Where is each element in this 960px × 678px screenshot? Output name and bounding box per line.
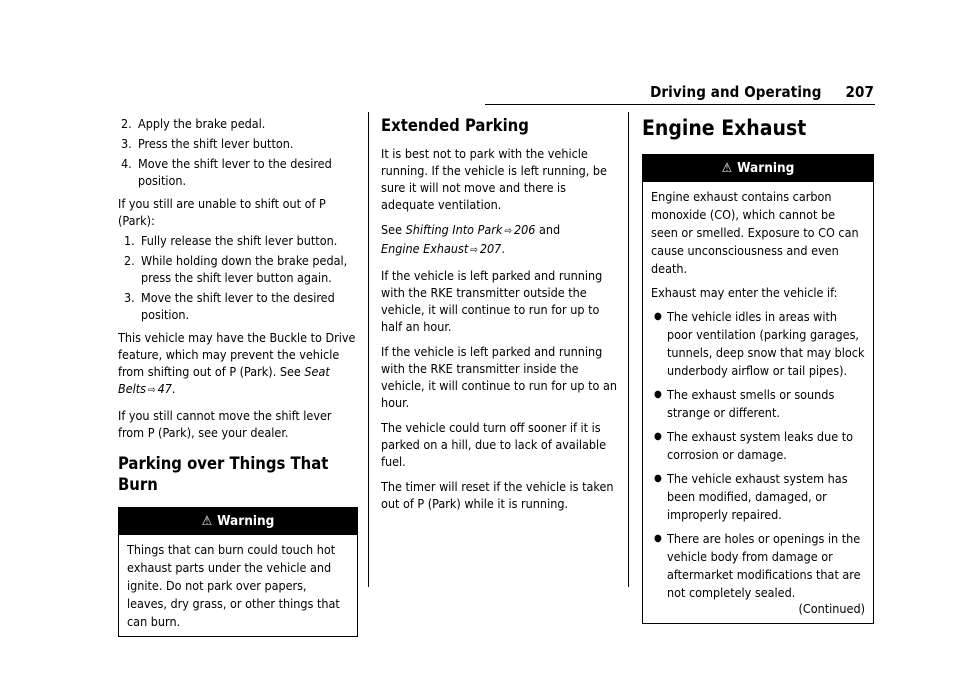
paragraph: The vehicle could turn off sooner if it is parked on a hill, due to lack of available fuel. [381,420,607,469]
cannot-move-paragraph: If you still cannot move the shift lever from P (Park), see your dealer. [118,408,332,440]
paragraph: The timer will reset if the vehicle is taken out of P (Park) while it is running. [381,479,614,511]
engine-exhaust-link[interactable]: Engine Exhaust [381,241,469,256]
buckle-paragraph: This vehicle may have the Buckle to Drive feature, which may prevent the vehicle from shifting out of P (Park). See Seat Belts ⇨ 47. [118,330,356,396]
column-divider-1 [368,112,369,587]
list-item: 4. Move the shift lever to the desired position. [121,156,332,188]
list-item: 3. Press the shift lever button. [121,136,294,151]
page-ref-icon: ⇨ [504,226,512,237]
warning-icon: ⚠ [721,161,733,176]
list-item: 2. While holding down the brake pedal, press the shift lever button again. [124,253,348,285]
list-item: ● There are holes or openings in the vehicle body from damage or aftermarket modifications that are not completely sealed. [654,531,861,600]
unable-shift-intro: If you still are unable to shift out of P (Park): [118,196,326,228]
list-item: ● The vehicle idles in areas with poor ventilation (parking garages, tunnels, deep snow that may block underbody airflow or tail pipes). [654,309,865,378]
warning-body [643,182,873,623]
parking-burn-heading: Parking over Things That Burn [118,454,329,494]
steps-list-b [118,232,358,323]
steps-list-a [118,115,358,189]
paragraph: If the vehicle is left parked and running with the RKE transmitter inside the vehicle, it will continue to run for up to an hour. [381,344,617,410]
list-item: ● The exhaust system leaks due to corrosion or damage. [654,429,853,462]
section-title: Driving and Operating [650,83,822,101]
paragraph: If the vehicle is left parked and running with the RKE transmitter outside the vehicle, it will continue to run for up to half an hour. [381,268,603,334]
shifting-into-park-page[interactable]: 206 [513,222,536,237]
see-references: See Shifting Into Park ⇨ 206 and Engine Exhaust ⇨ 207. [381,222,561,256]
list-item: ● The exhaust smells or sounds strange or different. [654,387,835,420]
column-2 [381,115,619,520]
extended-parking-heading: Extended Parking [381,116,529,135]
bullet-icon: ● [654,389,662,400]
bullet-icon: ● [654,431,662,442]
warning-header [643,155,873,182]
bullet-icon: ● [654,533,662,544]
list-item: 1. Fully release the shift lever button. [124,233,338,248]
warning-text: Engine exhaust contains carbon monoxide (CO), which cannot be seen or smelled. Exposure to CO can cause unconsciousness and even death. [651,189,859,276]
column-divider-2 [628,112,629,587]
column-3 [642,115,874,624]
warning-icon: ⚠ [201,514,213,529]
list-item: 3. Move the shift lever to the desired position. [124,290,335,322]
shifting-into-park-link[interactable]: Shifting Into Park [405,222,503,237]
warning-body [119,535,357,636]
paragraph: It is best not to park with the vehicle running. If the vehicle is left running, be sure it will not move and there is adequate ventilation. [381,146,607,212]
page-header [650,84,874,101]
warning-text: Exhaust may enter the vehicle if: [651,285,838,300]
bullet-icon: ● [654,311,662,322]
header-rule [485,104,875,105]
engine-exhaust-page[interactable]: 207 [479,241,502,256]
list-item: ● The vehicle exhaust system has been modified, damaged, or improperly repaired. [654,471,848,522]
seat-belts-page[interactable]: 47 [157,381,172,396]
warning-header [119,508,357,535]
warning-label: Warning [737,160,795,176]
warning-label: Warning [217,513,275,529]
column-1 [118,115,358,637]
engine-exhaust-heading: Engine Exhaust [642,116,807,140]
warning-text: Things that can burn could touch hot exhaust parts under the vehicle and ignite. Do not park over papers, leaves, dry grass, or other things that can burn. [127,542,340,629]
page-ref-icon: ⇨ [470,245,478,256]
continued-label: (Continued) [798,601,865,616]
list-item: 2. Apply the brake pedal. [121,116,266,131]
page-ref-icon: ⇨ [148,385,156,396]
page-number: 207 [845,83,874,101]
bullet-icon: ● [654,473,662,484]
exhaust-warning-box [642,154,874,624]
seat-belts-link[interactable]: Seat Belts [118,364,330,396]
exhaust-conditions-list [651,308,865,602]
burn-warning-box [118,507,358,637]
